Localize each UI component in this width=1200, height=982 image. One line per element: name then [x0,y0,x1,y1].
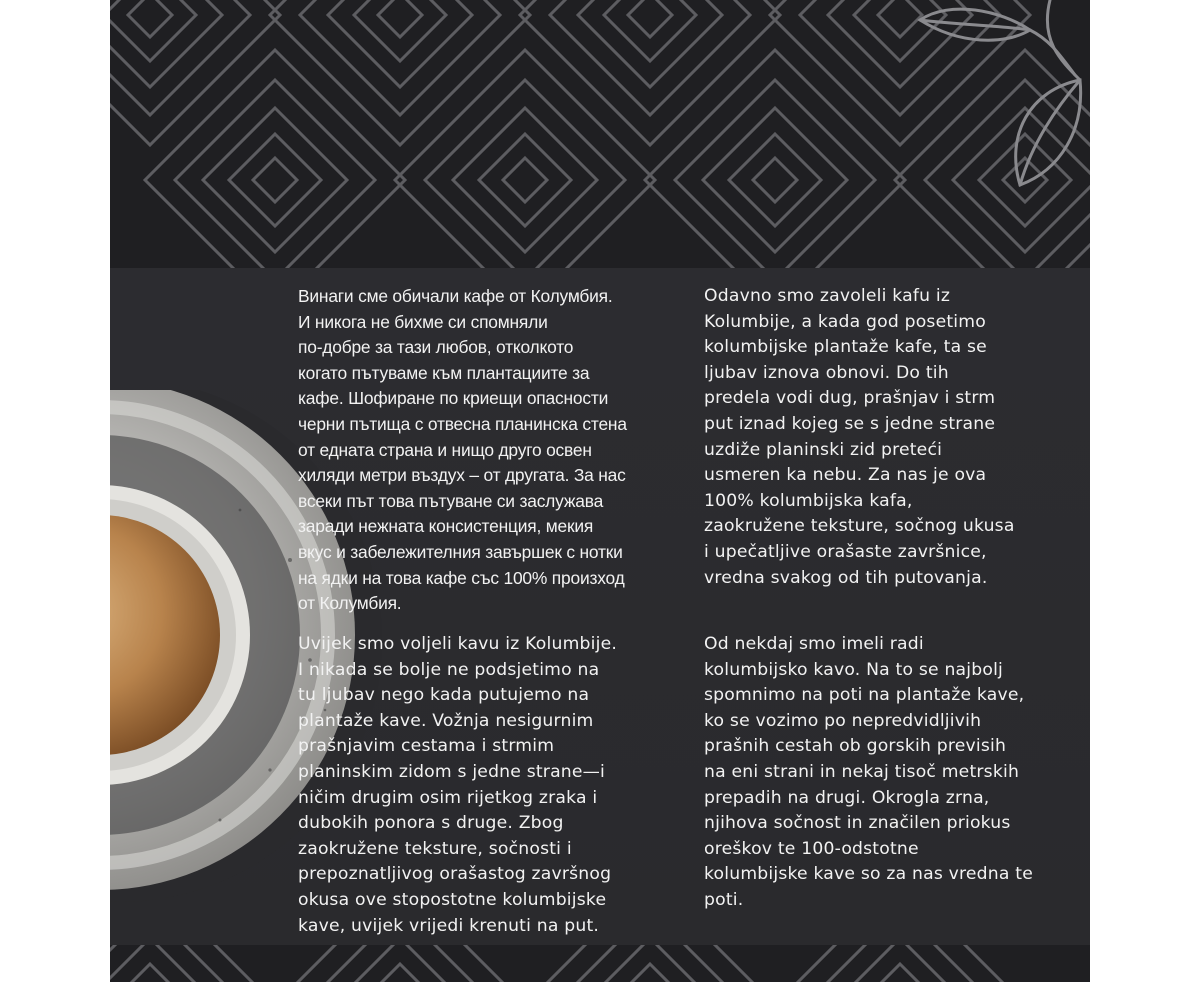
coffee-leaf-icon [910,0,1090,200]
text-slovenian: Od nekdaj smo imeli radi kolumbijsko kavo. Na to se najbolj spomnimo na poti na plantaže kave, ko se vozimo po nepredvidljivih prašnih cestah ob gorskih previsih na eni strani in nekaj tisoč metrskih prepadih na drugi. Okrogla zrna, njihova sočnost in značilen priokus oreškov te 100-odstotne kolumbijske kave so za nas vredna te poti. [704,634,1033,910]
coffee-info-panel [110,0,1090,982]
text-bulgarian: Винаги сме обичали кафе от Колумбия. И никога не бихме си спомняли по-добре за тази любов, отколкото когато пътуваме към плантациите за кафе. Шофиране по криещи опасности черни пътища с отвесна планинска стена от едната страна и нищо друго освен хиляди метри въздух – от другата. За нас всеки път това пътуване си заслужава заради нежната консистенция, мекия вкус и забележителния завършек с нотки на ядки на това кафе със 100% произход от Колумбия. [298,286,627,614]
text-serbian: Odavno smo zavoleli kafu iz Kolumbije, a kada god posetimo kolumbijske plantaže kafe, ta se ljubav iznova obnovi. Do tih predela vodi dug, prašnjav i strm put iznad kojeg se s jedne strane uzdiže planinski zid preteći usmeren ka nebu. Za nas je ova 100% kolumbijska kafa, zaokružene teksture, sočnog ukusa i upečatljive orašaste završnice, vredna svakog od tih putovanja. [704,286,1015,588]
text-croatian: Uvijek smo voljeli kavu iz Kolumbije. I nikada se bolje ne podsjetimo na tu ljubav nego kada putujemo na plantaže kave. Vožnja nesigurnim prašnjavim cestama i strmim planinskim zidom s jedne strane—i ničim drugim osim rijetkog zraka i dubokih ponora s druge. Zbog zaokružene teksture, sočnosti i prepoznatljivog orašastog završnog okusa ove stopostotne kolumbijske kave, uvijek vrijedi krenuti na put. [298,634,618,936]
